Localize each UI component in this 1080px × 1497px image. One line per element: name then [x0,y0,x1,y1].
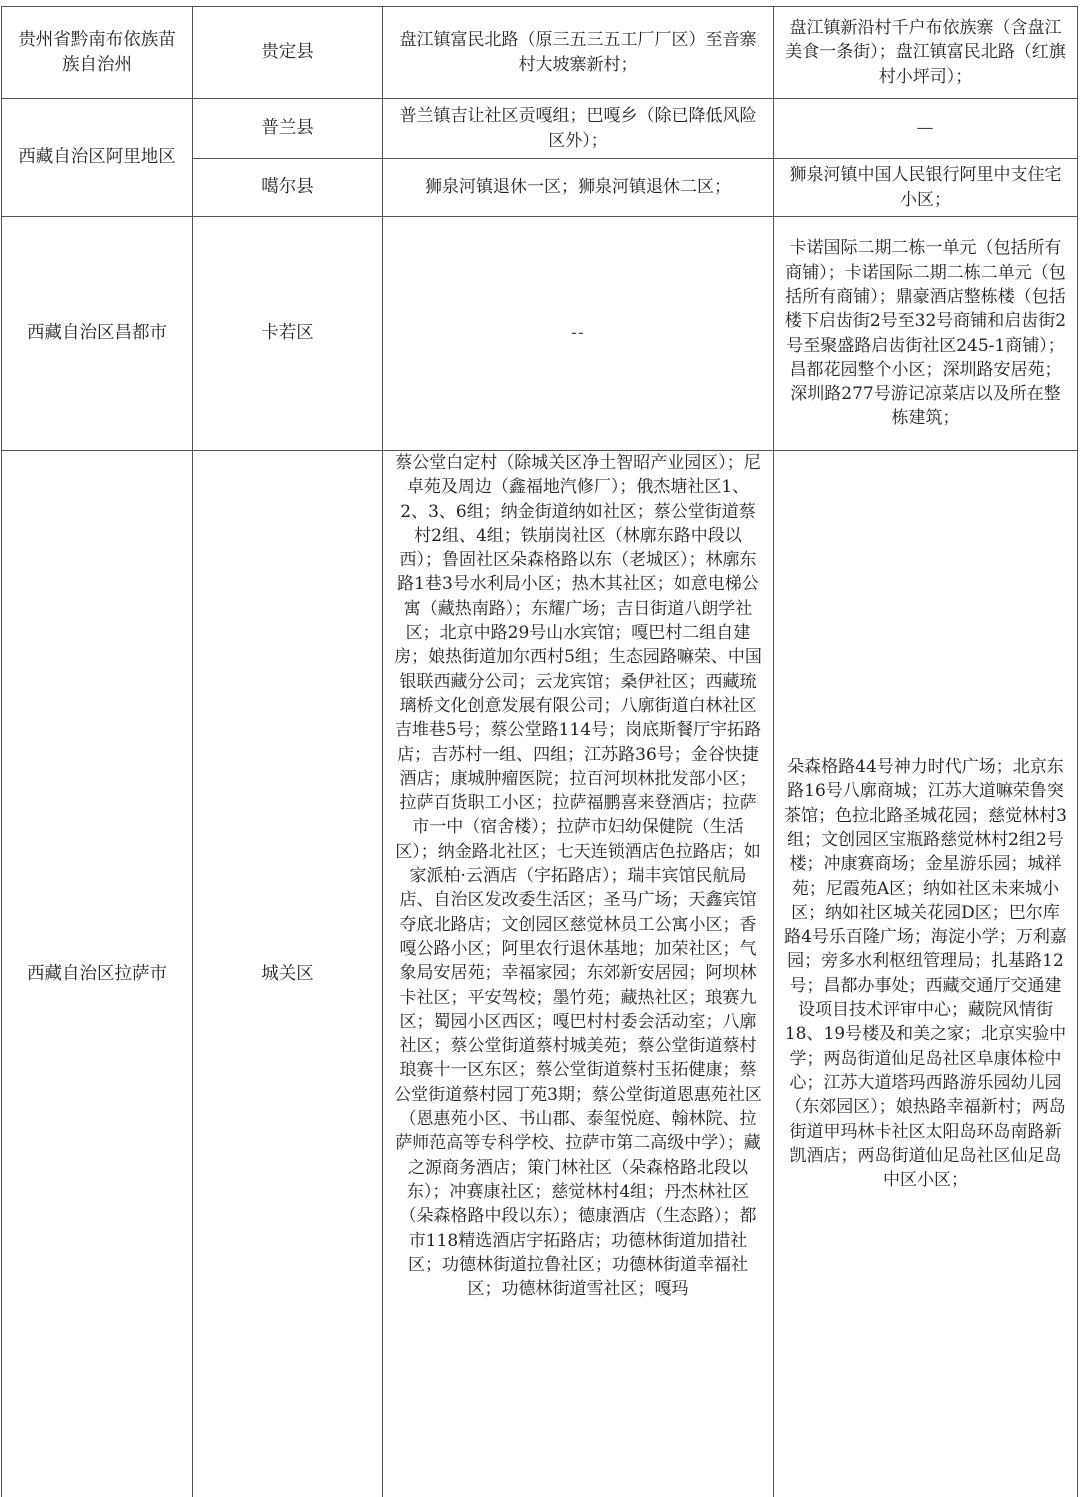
city-cell: 西藏自治区拉萨市 [2,451,193,1497]
table-row [2,7,1078,99]
county-cell: 噶尔县 [193,159,383,217]
low-risk-cell: 卡诺国际二期二栋一单元（包括所有商铺）；卡诺国际二期二栋二单元（包括所有商铺）；鼎豪酒店整栋楼（包括楼下启齿街2号至32号商铺和启齿街2号至聚盛路启齿街社区245-1商铺）；昌都花园整个小区；深圳路安居苑；深圳路277号游记凉菜店以及所在整栋建筑； [774,217,1078,451]
table-row [2,99,1078,159]
county-cell: 卡若区 [193,217,383,451]
risk-area-table [1,6,1078,1497]
low-risk-cell: 盘江镇新沿村千户布依族寨（含盘江美食一条街）；盘江镇富民北路（红旗村小坪司）； [774,7,1078,99]
county-cell: 普兰县 [193,99,383,159]
city-cell: 西藏自治区阿里地区 [2,99,193,217]
city-cell: 贵州省黔南布依族苗族自治州 [2,7,193,99]
mid-risk-cell: 狮泉河镇退休一区；狮泉河镇退休二区； [383,159,774,217]
low-risk-cell: 朵森格路44号神力时代广场；北京东路16号八廓商城；江苏大道嘛荣鲁突茶馆；色拉北路圣城花园；慈觉林村3组；文创园区宝瓶路慈觉林村2组2号楼；冲康赛商场；金星游乐园；城祥苑；尼霞苑A区；纳如社区未来城小区；纳如社区城关花园D区；巴尔库路4号乐百隆广场；海淀小学；万利嘉园；旁多水利枢纽管理局；扎基路12号；昌都办事处；西藏交通厅交通建设项目技术评审中心；藏院风情街18、19号楼及和美之家；北京实验中学；两岛街道仙足岛社区阜康体检中心；江苏大道塔玛西路游乐园幼儿园（东郊园区）；娘热路幸福新村；两岛街道甲玛林卡社区太阳岛环岛南路新凯酒店；两岛街道仙足岛社区仙足岛中区小区； [774,451,1078,1497]
mid-risk-cell: 普兰镇吉让社区贡嘎组；巴嘎乡（除已降低风险区外）； [383,99,774,159]
city-cell: 西藏自治区昌都市 [2,217,193,451]
mid-risk-cell: -- [383,217,774,451]
mid-risk-cell: 盘江镇富民北路（原三五三五工厂厂区）至音寨村大坡寨新村； [383,7,774,99]
county-cell: 贵定县 [193,7,383,99]
table-row [2,217,1078,451]
low-risk-cell: 狮泉河镇中国人民银行阿里中支住宅小区； [774,159,1078,217]
mid-risk-cell: 蔡公堂白定村（除城关区净土智昭产业园区）；尼卓苑及周边（鑫福地汽修厂）；俄杰塘社区1、2、3、6组；纳金街道纳如社区；蔡公堂街道蔡村2组、4组；铁崩岗社区（林廓东路中段以西）；鲁固社区朵森格路以东（老城区）；林廓东路1巷3号水利局小区；热木其社区；如意电梯公寓（藏热南路）；东耀广场；吉日街道八朗学社区；北京中路29号山水宾馆；嘎巴村二组自建房；娘热街道加尔西村5组；生态园路嘛荣、中国银联西藏分公司；云龙宾馆；桑伊社区；西藏琉璃桥文化创意发展有限公司；八廓街道白林社区吉堆巷5号；蔡公堂路114号；岗底斯餐厅宇拓路店；吉苏村一组、四组；江苏路36号；金谷快捷酒店；康城肿瘤医院；拉百河坝林批发部小区；拉萨百货职工小区；拉萨福鹏喜来登酒店；拉萨市一中（宿舍楼）；拉萨市妇幼保健院（生活区）；纳金路北社区；七天连锁酒店色拉路店；如家派柏·云酒店（宇拓路店）；瑞丰宾馆民航局店、自治区发改委生活区；圣马广场；天鑫宾馆夺底北路店；文创园区慈觉林员工公寓小区；香嘎公路小区；阿里农行退休基地；加荣社区；气象局安居苑；幸福家园；东郊新安居园；阿坝林卡社区；平安驾校；墨竹苑；藏热社区；琅赛九区；蜀园小区西区；嘎巴村村委会活动室；八廓社区；蔡公堂街道蔡村城美苑；蔡公堂街道蔡村琅赛十一区东区；蔡公堂街道蔡村玉拓健康；蔡公堂街道蔡村园丁苑3期；蔡公堂街道恩惠苑社区（恩惠苑小区、书山郡、泰玺悦庭、翰林院、拉萨师范高等专科学校、拉萨市第二高级中学）；藏之源商务酒店；策门林社区（朵森格路北段以东）；冲赛康社区；慈觉林村4组；丹杰林社区（朵森格路中段以东）；德康酒店（生态路）；都市118精选酒店宇拓路店；功德林街道加措社区；功德林街道拉鲁社区；功德林街道幸福社区；功德林街道雪社区；嘎玛 [383,451,774,1497]
county-cell: 城关区 [193,451,383,1497]
table-row [2,451,1078,1497]
low-risk-cell: — [774,99,1078,159]
